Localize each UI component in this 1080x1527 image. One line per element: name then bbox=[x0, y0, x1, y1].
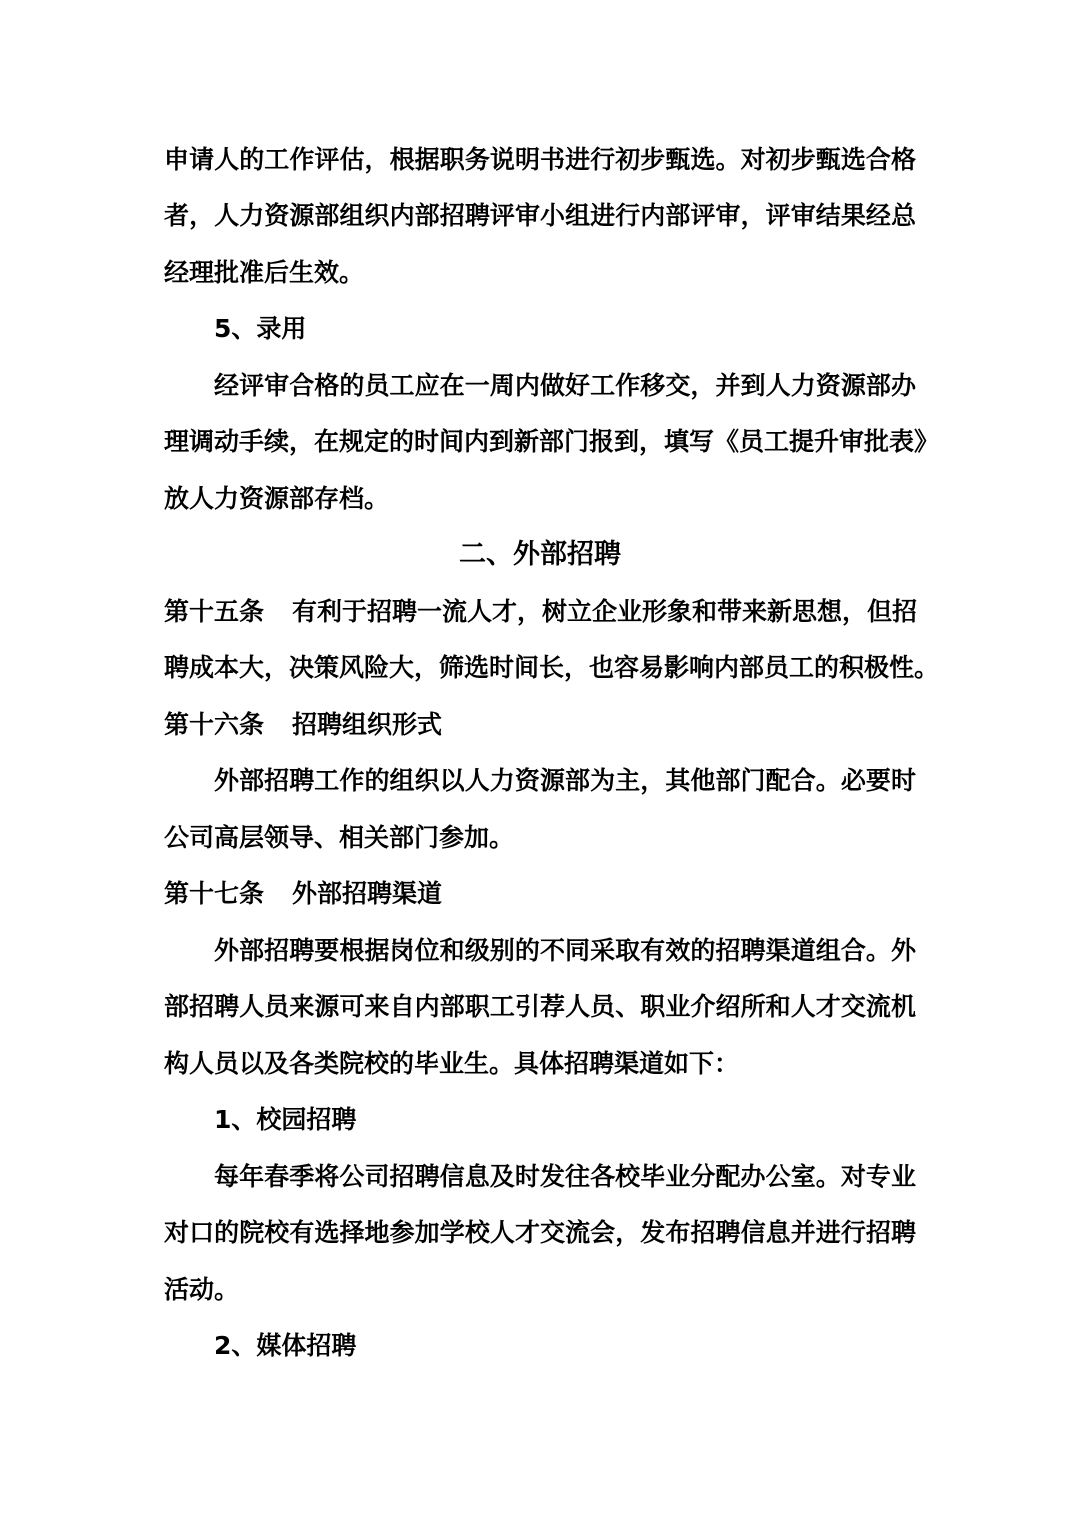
channel1-line3: 活动。 bbox=[164, 1275, 240, 1304]
article16-header bbox=[164, 708, 916, 742]
article16-line1: 外部招聘工作的组织以人力资源部为主，其他部门配合。必要时 bbox=[214, 766, 916, 795]
article15-label: 第十五条 bbox=[164, 597, 265, 626]
item5-title: 5、录用 bbox=[214, 314, 307, 343]
channel1-title: 1、校园招聘 bbox=[214, 1105, 357, 1134]
article15-line2: 聘成本大，决策风险大，筛选时间长，也容易影响内部员工的积极性。 bbox=[164, 653, 940, 682]
article17-label: 第十七条 bbox=[164, 879, 265, 908]
article17-header bbox=[164, 877, 916, 911]
article17-line3: 构人员以及各类院校的毕业生。具体招聘渠道如下： bbox=[164, 1049, 740, 1078]
paragraph1-line1: 申请人的工作评估，根据职务说明书进行初步甄选。对初步甄选合格 bbox=[164, 145, 916, 174]
channel1-line1: 每年春季将公司招聘信息及时发往各校毕业分配办公室。对专业 bbox=[214, 1162, 916, 1191]
item5-line1: 经评审合格的员工应在一周内做好工作移交，并到人力资源部办 bbox=[214, 371, 916, 400]
article16-label: 第十六条 bbox=[164, 710, 265, 739]
paragraph1-line2: 者，人力资源部组织内部招聘评审小组进行内部评审，评审结果经总 bbox=[164, 201, 916, 230]
article15-text: 有利于招聘一流人才，树立企业形象和带来新思想，但招 bbox=[292, 597, 918, 626]
article17-title: 外部招聘渠道 bbox=[292, 879, 443, 908]
item5-line3: 放人力资源部存档。 bbox=[164, 484, 390, 513]
channel2-title: 2、媒体招聘 bbox=[214, 1331, 357, 1360]
article17-line2: 部招聘人员来源可来自内部职工引荐人员、职业介绍所和人才交流机 bbox=[164, 992, 916, 1021]
section-heading: 二、外部招聘 bbox=[459, 539, 621, 570]
channel1-line2: 对口的院校有选择地参加学校人才交流会，发布招聘信息并进行招聘 bbox=[164, 1218, 916, 1247]
article17-line1: 外部招聘要根据岗位和级别的不同采取有效的招聘渠道组合。外 bbox=[214, 936, 916, 965]
item5-line2: 理调动手续，在规定的时间内到新部门报到，填写《员工提升审批表》 bbox=[164, 427, 940, 456]
article15-line1 bbox=[164, 595, 916, 629]
article16-title: 招聘组织形式 bbox=[292, 710, 443, 739]
paragraph1-line3: 经理批准后生效。 bbox=[164, 258, 365, 287]
article16-line2: 公司高层领导、相关部门参加。 bbox=[164, 823, 515, 852]
